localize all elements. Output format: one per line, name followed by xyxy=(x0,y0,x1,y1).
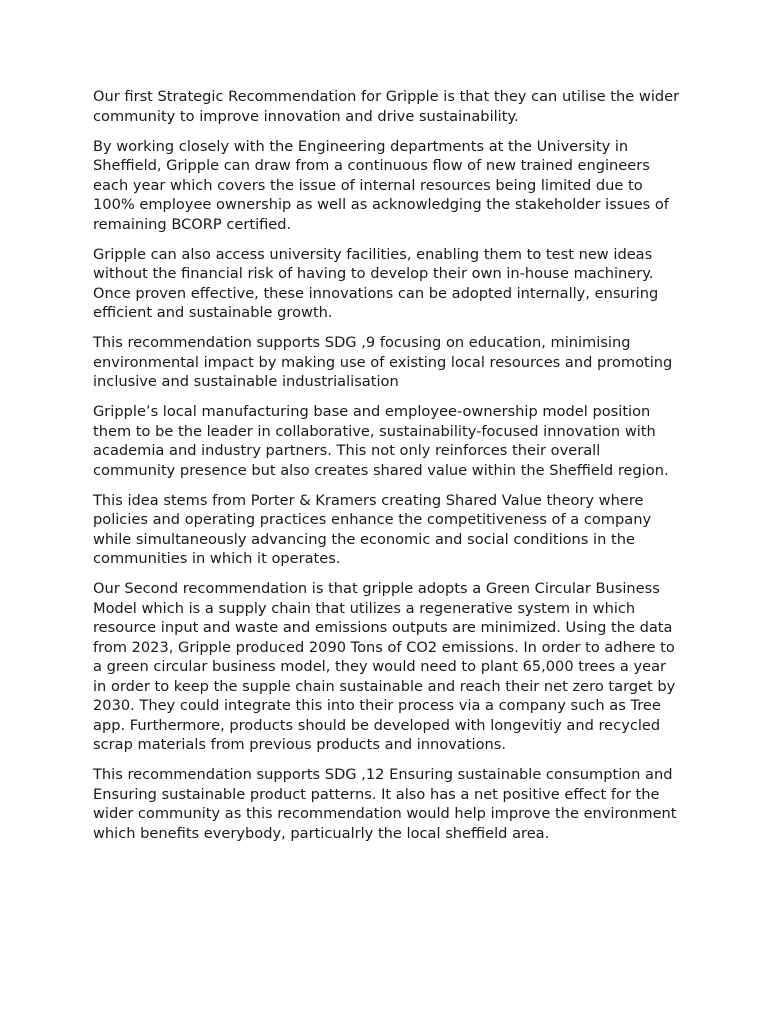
paragraph-local-manufacturing: Gripple’s local manufacturing base and employee-ownership model position them to be the leader in collaborative, sustainability-focused innovation with academia and industry partners. This not only reinforces their overall community presence but also creates shared value within the Sheffield region. xyxy=(93,403,669,479)
paragraph-university-engineering: By working closely with the Engineering departments at the University in Sheffield, Gripple can draw from a continuous flow of new trained engineers each year which covers the issue of internal resources being limited due to 100% employee ownership as well as acknowledging the stakeholder issues of remaining BCORP certified. xyxy=(93,137,669,233)
paragraph-sdg-12: This recommendation supports SDG ,12 Ensuring sustainable consumption and Ensuring sustainable product patterns. It also has a net positive effect for the wider community as this recommendation would help improve the environment which benefits everybody, particualrly the local sheffield area. xyxy=(93,766,677,842)
paragraph-university-facilities: Gripple can also access university facilities, enabling them to test new ideas without the financial risk of having to develop their own in-house machinery. Once proven effective, these innovations can be adopted internally, ensuring efficient and sustainable growth. xyxy=(93,245,659,321)
paragraph-shared-value-theory: This idea stems from Porter & Kramers creating Shared Value theory where policies and operating practices enhance the competitiveness of a company while simultaneously advancing the economic and social conditions in the communities in which it operates. xyxy=(93,491,652,567)
paragraph-first-recommendation: Our first Strategic Recommendation for Gripple is that they can utilise the wider community to improve innovation and drive sustainability. xyxy=(93,88,680,125)
paragraph-sdg-9: This recommendation supports SDG ,9 focusing on education, minimising environmental impact by making use of existing local resources and promoting inclusive and sustainable industrialisation xyxy=(93,334,673,390)
document-page xyxy=(93,87,683,854)
paragraph-second-recommendation: Our Second recommendation is that gripple adopts a Green Circular Business Model which is a supply chain that utilizes a regenerative system in which resource input and waste and emissions outputs are minimized. Using the data from 2023, Gripple produced 2090 Tons of CO2 emissions. In order to adhere to a green circular business model, they would need to plant 65,000 trees a year in order to keep the supple chain sustainable and reach their net zero target by 2030. They could integrate this into their process via a company such as Tree app. Furthermore, products should be developed with longevitiy and recycled scrap materials from previous products and innovations. xyxy=(93,580,676,753)
